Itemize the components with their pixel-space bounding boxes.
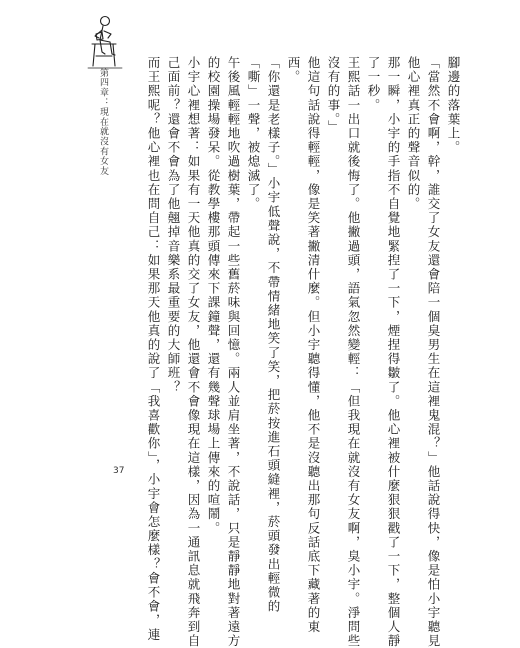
text-column: 了一秒。 (366, 56, 381, 113)
text-column: 西。 (286, 56, 301, 85)
text-column: 那一瞬，小宇的手指不自覺地緊揑了一下，煙捏得皺了。他心裡被什麼狠狠戳了一下，整個人靜 (386, 56, 401, 648)
text-column: 的校園操場發呆。從教學樓那頭傳來下課鐘聲，還有幾聲球場上傳來的喧鬧。 (206, 56, 221, 536)
text-column: 腳邊的落葉上。 (446, 56, 461, 155)
text-column: 王熙話一出口就後悔了。他撇過頭，語氣忽然變輕：「但我現在就沒有女友啊，臭小宇。淨問些 (346, 56, 361, 648)
text-column: 午後風輕輕地吹過樹葉，帶起一些舊菸味與回憶。兩人並肩坐著，不說話，只是靜靜地對著遠方 (226, 56, 241, 648)
text-column: 他心裡真正的聲音似的。 (406, 56, 421, 212)
text-column: 「你還是老樣子。」小宇低聲說，不帶情緒地笑了笑，把菸按進石頭縫裡，菸頭發出輕微的 (266, 56, 281, 614)
text-column: 而王熙呢？他心裡也在問自己：如果那天他真的說了「我喜歡你」，小宇會怎麼樣？會不會，連 (146, 56, 161, 642)
text-column: 他這句話說得輕輕，像是笑著撇清什麼。但小宇聽得懂，他不是沒聽出那句反話底下藏著的東 (306, 56, 321, 635)
chapter-running-head: 第四章：現在就沒有女友 (98, 68, 108, 176)
text-column: 「當然不會啊，幹，誰交了女友還會陪一個臭男生在這裡鬼混？」他話說得快，像是怕小宇聽見 (426, 56, 441, 648)
seated-person-reading-illustration (82, 12, 128, 76)
text-column: 己面前？還會不會為了他翹掉音樂系最重要的大師班？ (166, 56, 181, 395)
text-column: 沒有的事。」 (326, 56, 341, 135)
text-column: 小宇心裡想著：如果有一天他真的交了女友，他還會不會像現在這樣，因為一通訊息就飛奔到自 (186, 56, 201, 648)
page-number: 37 (113, 466, 125, 476)
text-column: 「嘶」一聲，被熄滅了。 (246, 56, 261, 212)
